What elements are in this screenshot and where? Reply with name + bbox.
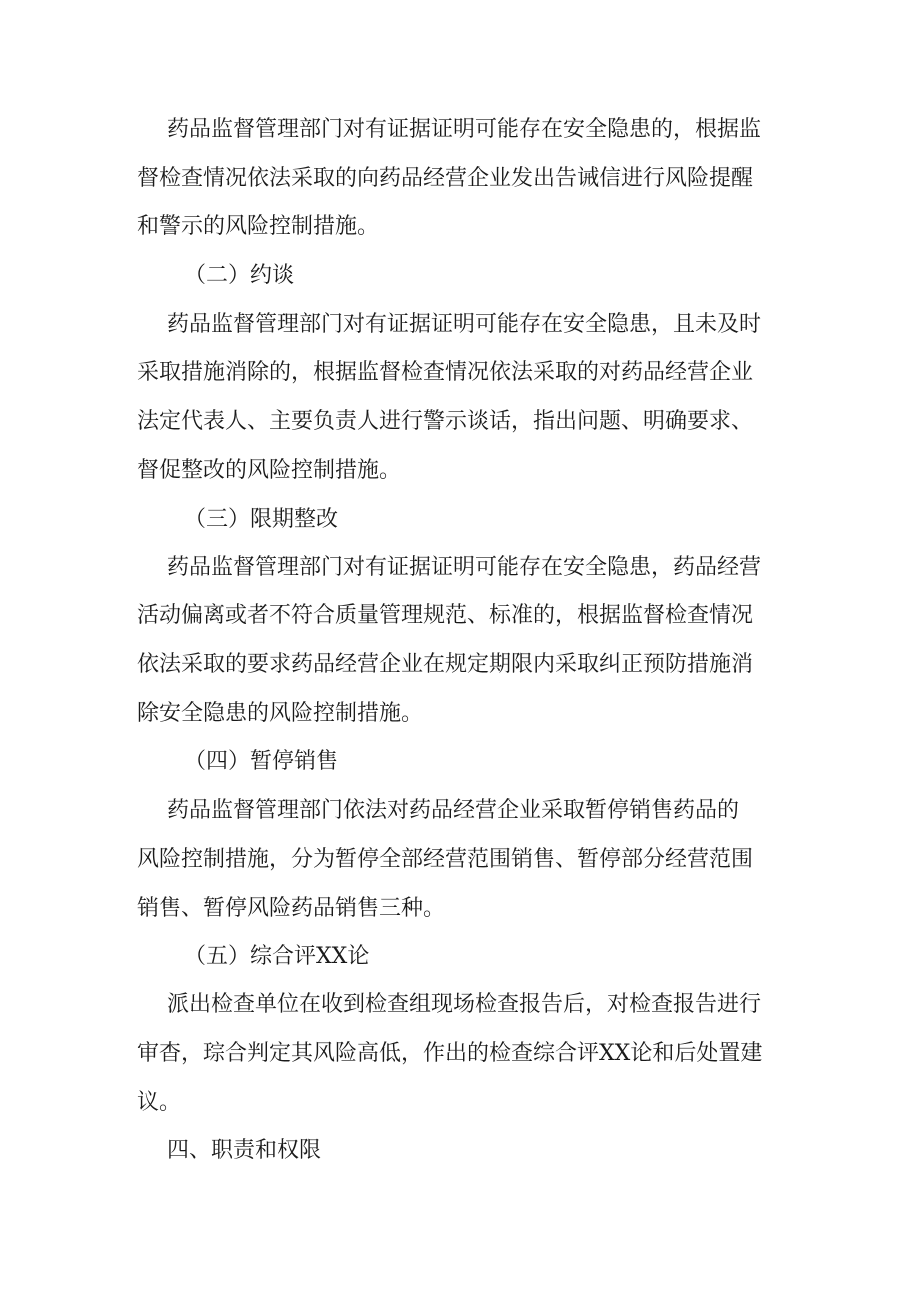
paragraph-line: 审杳，琮合判定其风险高低，作出的检查综合评XX论和后处置建 xyxy=(137,1041,763,1066)
paragraph-line: 药品监督管理部门对有证据证明可能存在安全隐患，且未及时 xyxy=(167,312,762,337)
paragraph-line: 销售、暂停风险药品销售三种。 xyxy=(137,896,446,921)
paragraph-line: 依法采取的要求药品经营企业在规定期限内采取纠正预防措施消 xyxy=(137,652,754,677)
section-heading-responsibilities: 四、职责和权限 xyxy=(167,1138,322,1163)
paragraph-line: 风险控制措施，分为暂停全部经营范围销售、暂停部分经营范围 xyxy=(137,847,754,872)
paragraph-line: 议。 xyxy=(137,1090,182,1115)
paragraph-line: 督检查情况依法采取的向药品经营企业发出告诫信进行风险提醒 xyxy=(137,166,754,191)
paragraph-line: 除安全隐患的风险控制措施。 xyxy=(137,701,424,726)
paragraph-line: 药品监督管理部门依法对药品经营企业采取暂停销售药品的 xyxy=(167,798,740,823)
paragraph-line: 法定代表人、主要负责人进行警示谈话，指出问题、明确要求、 xyxy=(137,409,754,434)
paragraph-line: 药品监督管理部门对有证据证明可能存在安全隐患的，根据监 xyxy=(167,117,762,142)
subheading-suspend-sales: （四）暂停销售 xyxy=(184,749,339,774)
paragraph-line: 活动偏离或者不符合质量管理规范、标准的，根据监督检查情况 xyxy=(137,603,754,628)
subheading-interview: （二）约谈 xyxy=(184,263,295,288)
paragraph-line: 和警示的风险控制措施。 xyxy=(137,214,380,239)
paragraph-line: 派出检查单位在收到检查组现场检查报告后，对检查报告进行 xyxy=(167,992,762,1017)
subheading-conclusion: （五）综合评XX论 xyxy=(184,944,370,969)
paragraph-line: 采取措施消除的，根据监督检查情况依法采取的对药品经营企业 xyxy=(137,360,754,385)
subheading-rectification: （三）限期整改 xyxy=(184,507,339,532)
paragraph-line: 药品监督管理部门对有证据证明可能存在安全隐患，药品经营 xyxy=(167,555,762,580)
paragraph-line: 督促整改的风险控制措施。 xyxy=(137,458,402,483)
